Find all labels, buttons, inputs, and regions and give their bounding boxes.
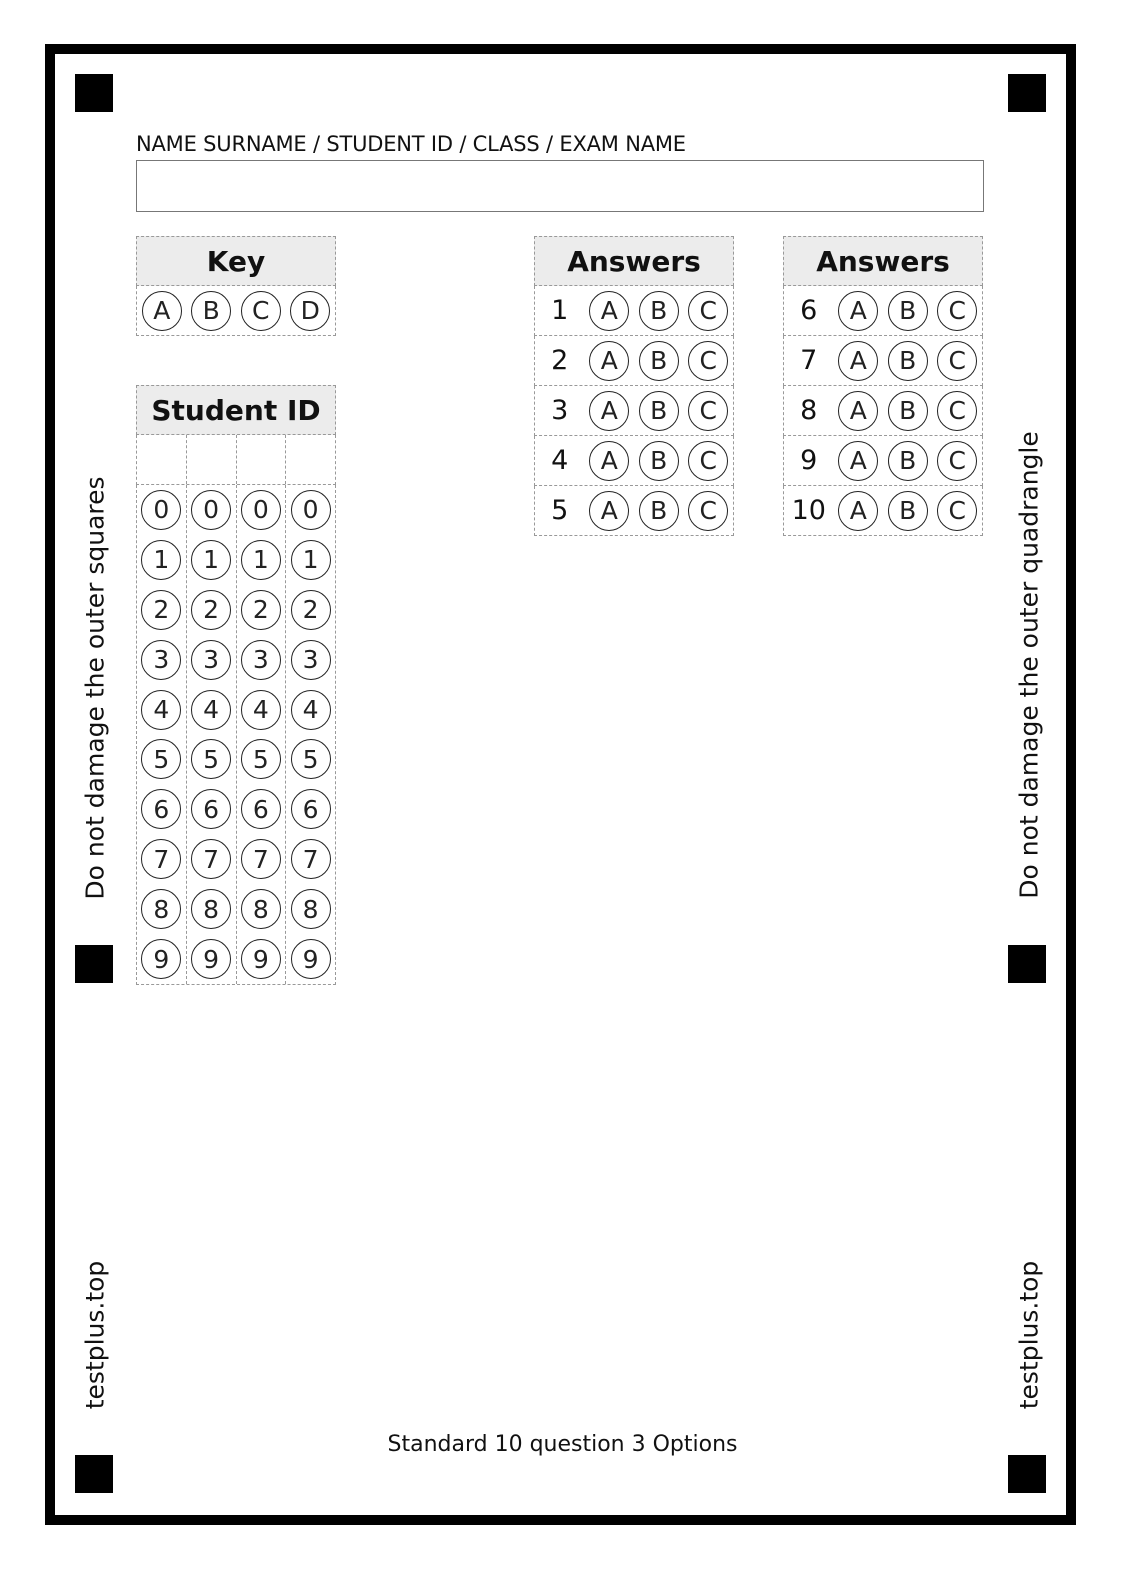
answer-option-cell: [684, 436, 734, 485]
question-number: 8: [800, 395, 818, 426]
student-id-bubble-8[interactable]: 8: [191, 889, 231, 929]
question-number: 4: [551, 445, 569, 476]
student-id-entry-box[interactable]: [286, 435, 335, 484]
answer-bubble-c[interactable]: C: [688, 341, 728, 381]
answer-option-cell: [834, 486, 884, 535]
student-id-digit-cell: [137, 685, 186, 735]
student-id-bubble-4[interactable]: 4: [191, 690, 231, 730]
student-id-digit-cell: [187, 585, 236, 635]
student-id-entry-box[interactable]: [237, 435, 287, 484]
answer-option-cell: [585, 336, 635, 385]
answer-option-cell: [933, 336, 983, 385]
answer-option-cell: [634, 386, 684, 435]
student-id-digit-cell: [286, 485, 335, 535]
answer-bubble-c[interactable]: C: [937, 441, 977, 481]
answer-bubble-a[interactable]: A: [589, 491, 629, 531]
question-row: [534, 386, 734, 436]
student-id-entry-box[interactable]: [187, 435, 237, 484]
answer-bubble-a[interactable]: A: [838, 291, 878, 331]
key-block: [136, 236, 336, 336]
question-row: [783, 286, 983, 336]
corner-marker-top-right: [1008, 74, 1046, 112]
student-id-digit-cell: [187, 535, 236, 585]
student-id-bubble-1[interactable]: 1: [241, 540, 281, 580]
question-row: [783, 436, 983, 486]
student-id-digit-cell: [137, 934, 186, 984]
student-id-bubble-0[interactable]: 0: [141, 490, 181, 530]
key-bubble-d[interactable]: D: [290, 291, 330, 331]
student-id-digit-cell: [137, 735, 186, 785]
student-id-bubble-7[interactable]: 7: [241, 839, 281, 879]
answer-bubble-c[interactable]: C: [688, 291, 728, 331]
student-id-digit-cell: [187, 784, 236, 834]
sheet-footer: Standard 10 question 3 Options: [387, 1432, 738, 1457]
student-id-bubble-2[interactable]: 2: [141, 590, 181, 630]
question-row: [534, 436, 734, 486]
right-site-text: testplus.top: [1014, 1260, 1044, 1410]
student-id-digit-cell: [187, 485, 236, 535]
question-number: 3: [551, 395, 569, 426]
answer-bubble-b[interactable]: B: [888, 291, 928, 331]
question-row: [534, 336, 734, 386]
student-id-digit-cell: [137, 585, 186, 635]
student-id-digit-cell: [286, 635, 335, 685]
answer-option-cell: [834, 436, 884, 485]
student-id-bubble-3[interactable]: 3: [141, 640, 181, 680]
student-id-bubble-2[interactable]: 2: [241, 590, 281, 630]
student-id-bubble-5[interactable]: 5: [191, 739, 231, 779]
student-id-bubble-6[interactable]: 6: [141, 789, 181, 829]
answer-bubble-a[interactable]: A: [589, 441, 629, 481]
key-bubble-b[interactable]: B: [191, 291, 231, 331]
answers-block-2: [783, 236, 983, 536]
student-id-bubble-9[interactable]: 9: [241, 939, 281, 979]
student-id-bubble-1[interactable]: 1: [141, 540, 181, 580]
student-id-column: [187, 485, 237, 984]
student-id-bubble-7[interactable]: 7: [141, 839, 181, 879]
student-id-digit-cell: [286, 784, 335, 834]
answers-title: Answers: [534, 236, 734, 286]
student-id-bubble-9[interactable]: 9: [141, 939, 181, 979]
answer-option-cell: [585, 486, 635, 535]
answer-bubble-c[interactable]: C: [937, 491, 977, 531]
student-id-bubble-4[interactable]: 4: [141, 690, 181, 730]
student-id-column: [237, 485, 287, 984]
question-number: 9: [800, 445, 818, 476]
question-row: [783, 386, 983, 436]
left-warning-text: Do not damage the outer squares: [80, 476, 110, 900]
key-option-cell: [137, 286, 187, 335]
student-id-bubble-7[interactable]: 7: [191, 839, 231, 879]
answer-option-cell: [883, 486, 933, 535]
answer-bubble-b[interactable]: B: [888, 491, 928, 531]
student-id-bubble-2[interactable]: 2: [291, 590, 331, 630]
student-id-digit-cell: [286, 735, 335, 785]
student-id-entry-box[interactable]: [137, 435, 187, 484]
student-id-bubble-8[interactable]: 8: [291, 889, 331, 929]
corner-marker-bottom-left: [75, 1455, 113, 1493]
answer-option-cell: [883, 286, 933, 335]
student-id-digit-cell: [237, 934, 286, 984]
student-id-digit-cell: [137, 635, 186, 685]
student-id-bubble-1[interactable]: 1: [291, 540, 331, 580]
student-id-digit-cell: [137, 834, 186, 884]
left-site-text: testplus.top: [80, 1260, 110, 1410]
answer-option-cell: [634, 336, 684, 385]
answer-bubble-c[interactable]: C: [937, 341, 977, 381]
answer-bubble-a[interactable]: A: [838, 341, 878, 381]
question-number: 2: [551, 345, 569, 376]
key-option-cell: [286, 286, 336, 335]
question-row: [783, 336, 983, 386]
answer-option-cell: [834, 286, 884, 335]
student-id-digit-cell: [286, 884, 335, 934]
question-number: 7: [800, 345, 818, 376]
name-field[interactable]: [136, 160, 984, 212]
student-id-column: [286, 485, 335, 984]
answer-option-cell: [684, 336, 734, 385]
answer-option-cell: [883, 336, 933, 385]
student-id-digit-cell: [137, 784, 186, 834]
student-id-bubble-8[interactable]: 8: [141, 889, 181, 929]
student-id-digit-cell: [187, 735, 236, 785]
answer-bubble-b[interactable]: B: [639, 391, 679, 431]
student-id-digit-cell: [286, 585, 335, 635]
answer-option-cell: [834, 386, 884, 435]
answer-option-cell: [585, 436, 635, 485]
answer-bubble-b[interactable]: B: [639, 441, 679, 481]
student-id-digit-cell: [137, 485, 186, 535]
question-row: [783, 486, 983, 536]
student-id-digit-cell: [237, 834, 286, 884]
student-id-bubble-5[interactable]: 5: [141, 739, 181, 779]
student-id-bubble-6[interactable]: 6: [291, 789, 331, 829]
student-id-bubble-0[interactable]: 0: [241, 490, 281, 530]
student-id-digit-cell: [237, 685, 286, 735]
answer-bubble-b[interactable]: B: [888, 441, 928, 481]
student-id-digit-cell: [237, 485, 286, 535]
student-id-digit-cell: [187, 635, 236, 685]
answer-option-cell: [634, 436, 684, 485]
student-id-bubble-6[interactable]: 6: [191, 789, 231, 829]
right-warning-text: Do not damage the outer quadrangle: [1014, 431, 1044, 899]
answer-bubble-a[interactable]: A: [589, 291, 629, 331]
student-id-bubble-3[interactable]: 3: [241, 640, 281, 680]
student-id-digit-cell: [237, 884, 286, 934]
key-title: Key: [136, 236, 336, 286]
corner-marker-top-left: [75, 74, 113, 112]
answer-bubble-b[interactable]: B: [888, 341, 928, 381]
student-id-bubble-3[interactable]: 3: [291, 640, 331, 680]
student-id-bubble-0[interactable]: 0: [291, 490, 331, 530]
corner-marker-bottom-right: [1008, 1455, 1046, 1493]
side-marker-left: [75, 945, 113, 983]
question-row: [534, 286, 734, 336]
key-row: [136, 286, 336, 336]
student-id-digit-cell: [237, 735, 286, 785]
answer-option-cell: [634, 486, 684, 535]
student-id-bubble-7[interactable]: 7: [291, 839, 331, 879]
key-bubble-c[interactable]: C: [241, 291, 281, 331]
key-option-cell: [236, 286, 286, 335]
student-id-digit-cell: [237, 585, 286, 635]
student-id-title: Student ID: [136, 385, 336, 435]
answer-option-cell: [585, 286, 635, 335]
student-id-bubble-2[interactable]: 2: [191, 590, 231, 630]
answer-bubble-a[interactable]: A: [589, 391, 629, 431]
student-id-entry-row: [136, 435, 336, 485]
student-id-digit-cell: [286, 834, 335, 884]
answer-option-cell: [684, 286, 734, 335]
student-id-column: [137, 485, 187, 984]
student-id-bubble-1[interactable]: 1: [191, 540, 231, 580]
student-id-bubble-4[interactable]: 4: [291, 690, 331, 730]
answer-option-cell: [933, 436, 983, 485]
student-id-digit-cell: [187, 685, 236, 735]
student-id-bubble-3[interactable]: 3: [191, 640, 231, 680]
answer-bubble-b[interactable]: B: [639, 341, 679, 381]
answer-option-cell: [834, 336, 884, 385]
answer-option-cell: [883, 436, 933, 485]
answer-bubble-b[interactable]: B: [639, 491, 679, 531]
student-id-digit-cell: [286, 685, 335, 735]
answer-option-cell: [634, 286, 684, 335]
answer-option-cell: [684, 486, 734, 535]
question-number: 6: [800, 295, 818, 326]
student-id-digit-cell: [137, 535, 186, 585]
key-option-cell: [187, 286, 237, 335]
answer-option-cell: [883, 386, 933, 435]
answer-bubble-c[interactable]: C: [937, 391, 977, 431]
student-id-bubble-0[interactable]: 0: [191, 490, 231, 530]
student-id-block: [136, 385, 336, 985]
student-id-bubble-9[interactable]: 9: [291, 939, 331, 979]
student-id-bubble-8[interactable]: 8: [241, 889, 281, 929]
student-id-digit-cell: [187, 934, 236, 984]
name-field-label: NAME SURNAME / STUDENT ID / CLASS / EXAM NAME: [136, 132, 686, 156]
student-id-bubble-5[interactable]: 5: [241, 739, 281, 779]
student-id-digit-cell: [187, 884, 236, 934]
answer-bubble-b[interactable]: B: [888, 391, 928, 431]
key-bubble-a[interactable]: A: [142, 291, 182, 331]
student-id-digit-grid: [136, 485, 336, 985]
student-id-digit-cell: [237, 535, 286, 585]
answers-block-1: [534, 236, 734, 536]
question-row: [534, 486, 734, 536]
student-id-digit-cell: [237, 635, 286, 685]
answer-bubble-c[interactable]: C: [688, 441, 728, 481]
student-id-digit-cell: [187, 834, 236, 884]
student-id-digit-cell: [286, 535, 335, 585]
question-number: 5: [551, 495, 569, 526]
answer-bubble-c[interactable]: C: [688, 391, 728, 431]
answer-bubble-a[interactable]: A: [838, 391, 878, 431]
answer-bubble-c[interactable]: C: [688, 491, 728, 531]
question-number: 1: [551, 295, 569, 326]
answer-option-cell: [933, 486, 983, 535]
student-id-bubble-5[interactable]: 5: [291, 739, 331, 779]
student-id-digit-cell: [286, 934, 335, 984]
answer-option-cell: [933, 286, 983, 335]
student-id-bubble-9[interactable]: 9: [191, 939, 231, 979]
answer-bubble-a[interactable]: A: [838, 491, 878, 531]
answer-bubble-a[interactable]: A: [838, 441, 878, 481]
answer-option-cell: [933, 386, 983, 435]
answer-bubble-b[interactable]: B: [639, 291, 679, 331]
answer-bubble-a[interactable]: A: [589, 341, 629, 381]
student-id-bubble-6[interactable]: 6: [241, 789, 281, 829]
side-marker-right: [1008, 945, 1046, 983]
answers-title: Answers: [783, 236, 983, 286]
answer-option-cell: [585, 386, 635, 435]
answer-option-cell: [684, 386, 734, 435]
question-number: 10: [791, 495, 826, 526]
answer-bubble-c[interactable]: C: [937, 291, 977, 331]
student-id-bubble-4[interactable]: 4: [241, 690, 281, 730]
student-id-digit-cell: [237, 784, 286, 834]
student-id-digit-cell: [137, 884, 186, 934]
